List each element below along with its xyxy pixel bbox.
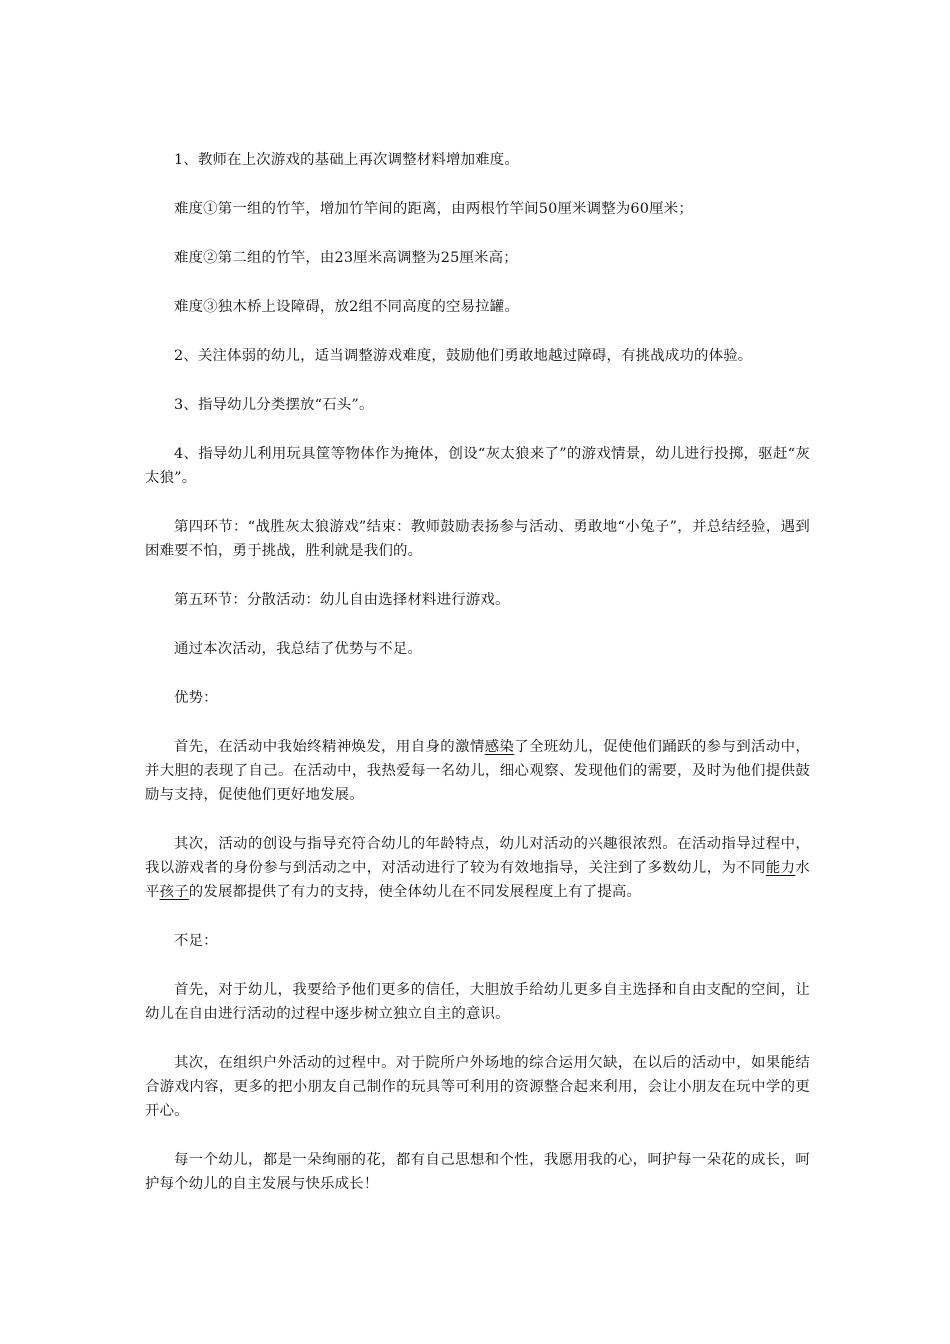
text-segment: 的发展都提供了有力的支持，使全体幼儿在不同发展程度上有了提高。 bbox=[188, 884, 642, 900]
paragraph-section-4: 第四环节：“战胜灰太狼游戏”结束：教师鼓励表扬参与活动、勇敢地“小兔子”，并总结经验，遇到困难要不怕，勇于挑战，胜利就是我们的。 bbox=[145, 519, 810, 559]
paragraph-step-2: 2、关注体弱的幼儿，适当调整游戏难度，鼓励他们勇敢地越过障碍，有挑战成功的体验。 bbox=[174, 348, 753, 364]
text-segment: 首先，在活动中我始终精神焕发，用自身的激情 bbox=[174, 739, 485, 755]
heading-strengths: 优势： bbox=[174, 690, 218, 706]
document-body bbox=[145, 148, 810, 1221]
paragraph-difficulty-2: 难度②第二组的竹竿，由23厘米高调整为25厘米高； bbox=[174, 250, 518, 266]
paragraph-strength-2 bbox=[145, 832, 810, 904]
link-haizi[interactable]: 孩子 bbox=[159, 884, 189, 900]
link-ganran[interactable]: 感染 bbox=[484, 739, 515, 755]
paragraph-summary: 通过本次活动，我总结了优势与不足。 bbox=[174, 641, 423, 657]
paragraph-step-1: 1、教师在上次游戏的基础上再次调整材料增加难度。 bbox=[174, 152, 519, 168]
paragraph-difficulty-1: 难度①第一组的竹竿，增加竹竿间的距离，由两根竹竿间50厘米调整为60厘米； bbox=[174, 201, 693, 217]
text-segment: 了全班幼儿，促使他们踊跃的参与到活动中，并大胆的表现了自己。在活动中，我热爱每一名幼儿，细心观察、发现他们的需要，及时为他们提供鼓励与支持，促使他们更好地发展。 bbox=[145, 739, 810, 803]
paragraph-weakness-2: 其次，在组织户外活动的过程中。对于院所户外场地的综合运用欠缺，在以后的活动中，如果能结合游戏内容，更多的把小朋友自己制作的玩具等可利用的资源整合起来利用，会让小朋友在玩中学的更开心。 bbox=[145, 1055, 810, 1119]
text-segment: 其次，活动的创设与指导充符合幼儿的年龄特点，幼儿对活动的兴趣很浓烈。在活动指导过程中，我以游戏者的身份参与到活动之中，对活动进行了较为有效地指导，关注到了多数幼儿，为不同 bbox=[145, 836, 810, 876]
paragraph-difficulty-3: 难度③独木桥上设障碍，放2组不同高度的空易拉罐。 bbox=[174, 299, 519, 315]
heading-weaknesses: 不足： bbox=[174, 933, 218, 949]
paragraph-step-4: 4、指导幼儿利用玩具筐等物体作为掩体，创设“灰太狼来了”的游戏情景，幼儿进行投掷，驱赶“灰太狼”。 bbox=[145, 446, 810, 486]
paragraph-strength-1 bbox=[145, 735, 810, 807]
paragraph-weakness-1: 首先，对于幼儿，我要给予他们更多的信任，大胆放手给幼儿更多自主选择和自由支配的空间，让幼儿在自由进行活动的过程中逐步树立独立自主的意识。 bbox=[145, 982, 810, 1022]
paragraph-step-3: 3、指导幼儿分类摆放“石头”。 bbox=[174, 397, 374, 413]
paragraph-closing: 每一个幼儿，都是一朵绚丽的花，都有自己思想和个性，我愿用我的心，呵护每一朵花的成长，呵护每个幼儿的自主发展与快乐成长！ bbox=[145, 1152, 810, 1192]
paragraph-section-5: 第五环节：分散活动：幼儿自由选择材料进行游戏。 bbox=[174, 592, 510, 608]
link-nengli[interactable]: 能力 bbox=[765, 860, 796, 876]
text-segment: 水平 bbox=[145, 860, 811, 900]
